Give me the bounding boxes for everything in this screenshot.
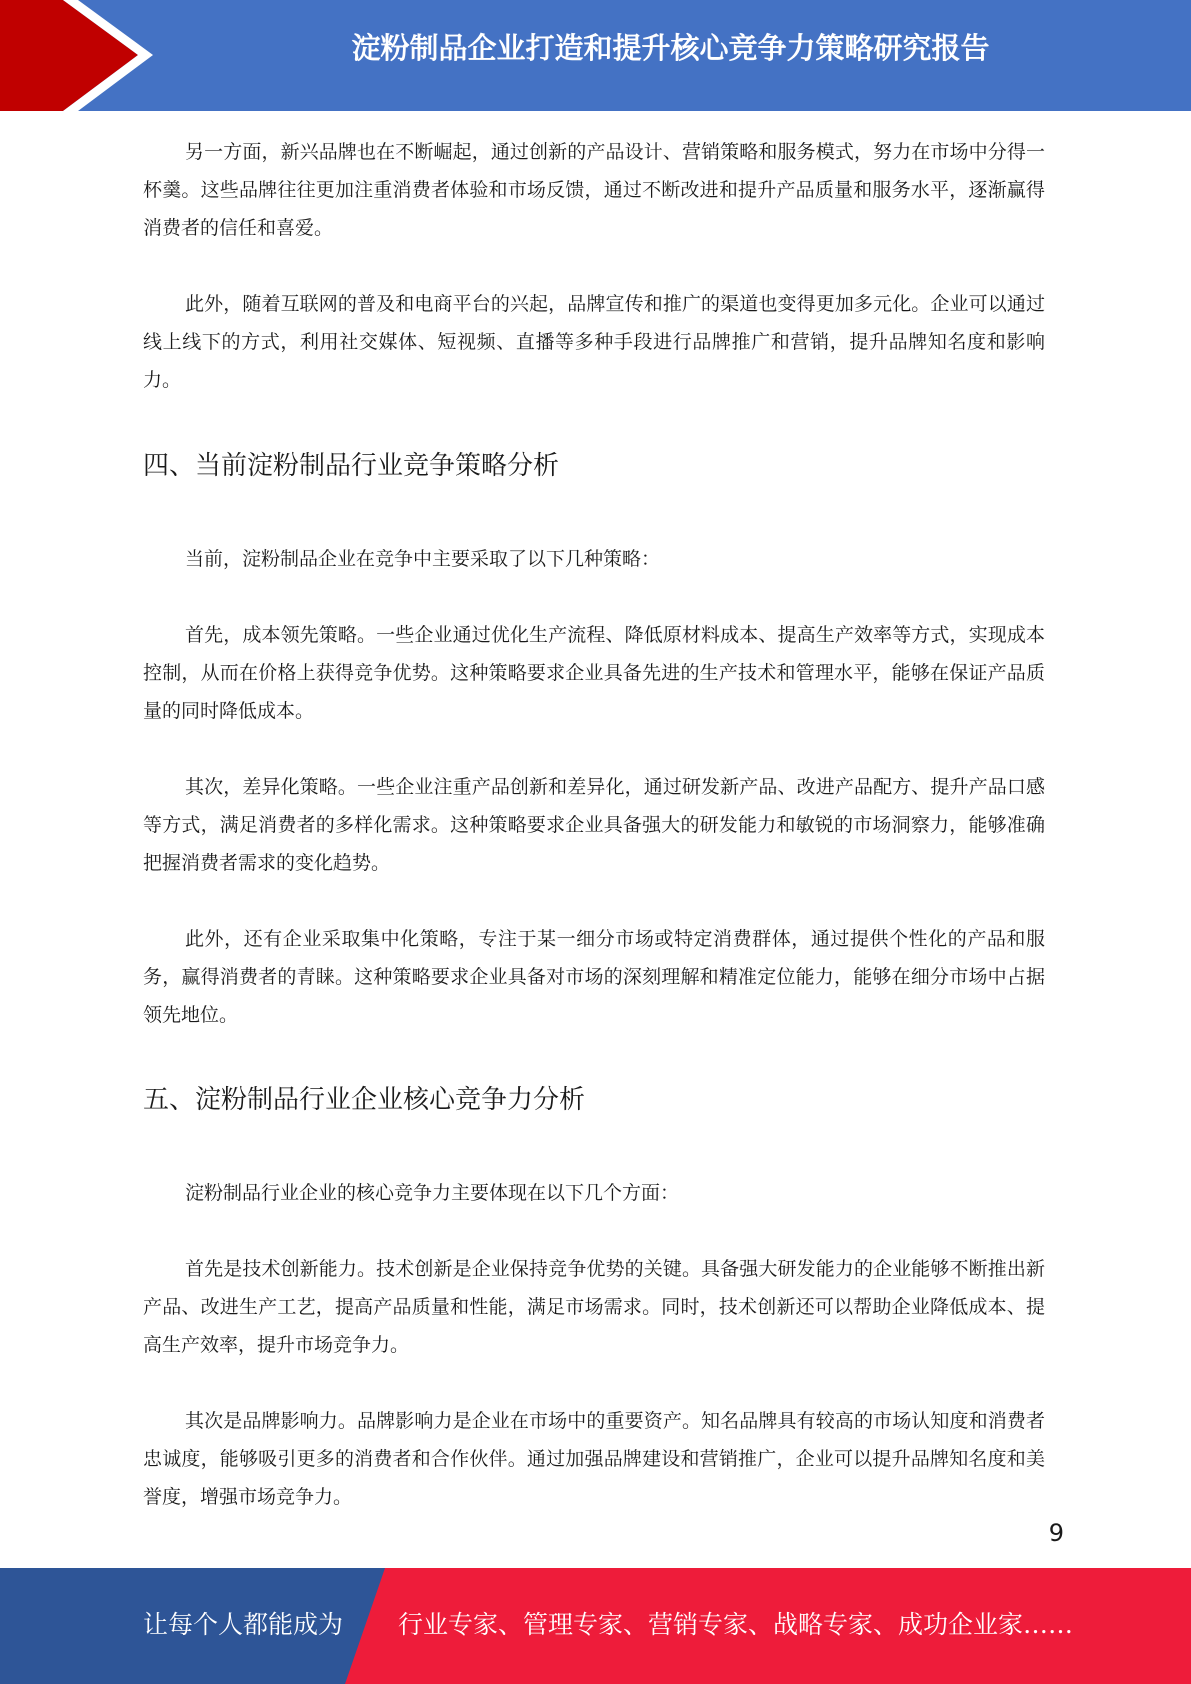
paragraph-brand-influence: 其次是品牌影响力。品牌影响力是企业在市场中的重要资产。知名品牌具有较高的市场认知度和消费者忠诚度，能够吸引更多的消费者和合作伙伴。通过加强品牌建设和营销推广，企业可以提升品牌知名度和美誉度，增强市场竞争力。 — [143, 1410, 1045, 1508]
page-footer — [0, 1568, 1191, 1684]
paragraph-tech-innovation: 首先是技术创新能力。技术创新是企业保持竞争优势的关键。具备强大研发能力的企业能够不断推出新产品、改进生产工艺，提高产品质量和性能，满足市场需求。同时，技术创新还可以帮助企业降低成本、提高生产效率，提升市场竞争力。 — [143, 1258, 1045, 1356]
paragraph-focus-strategy: 此外，还有企业采取集中化策略，专注于某一细分市场或特定消费群体，通过提供个性化的产品和服务，赢得消费者的青睐。这种策略要求企业具备对市场的深刻理解和精准定位能力，能够在细分市场中占据领先地位。 — [143, 928, 1045, 1026]
footer-slogan-right: 行业专家、管理专家、营销专家、战略专家、成功企业家…… — [398, 1610, 1074, 1639]
header-arrow-decoration — [0, 0, 160, 111]
page-header — [0, 0, 1191, 111]
section-heading-5: 五、淀粉制品行业企业核心竞争力分析 — [143, 1085, 586, 1115]
paragraph-strategies-intro: 当前，淀粉制品企业在竞争中主要采取了以下几种策略： — [185, 548, 661, 570]
paragraph-internet-channels: 此外，随着互联网的普及和电商平台的兴起，品牌宣传和推广的渠道也变得更加多元化。企业可以通过线上线下的方式，利用社交媒体、短视频、直播等多种手段进行品牌推广和营销，提升品牌知名度和影响力。 — [143, 293, 1045, 391]
paragraph-new-brands: 另一方面，新兴品牌也在不断崛起，通过创新的产品设计、营销策略和服务模式，努力在市场中分得一杯羹。这些品牌往往更加注重消费者体验和市场反馈，通过不断改进和提升产品质量和服务水平，逐渐赢得消费者的信任和喜爱。 — [143, 141, 1045, 239]
footer-slogan-left: 让每个人都能成为 — [143, 1610, 344, 1639]
paragraph-core-competence-intro: 淀粉制品行业企业的核心竞争力主要体现在以下几个方面： — [185, 1182, 680, 1204]
paragraph-cost-leadership: 首先，成本领先策略。一些企业通过优化生产流程、降低原材料成本、提高生产效率等方式，实现成本控制，从而在价格上获得竞争优势。这种策略要求企业具备先进的生产技术和管理水平，能够在保证产品质量的同时降低成本。 — [143, 624, 1045, 722]
page-number: 9 — [1048, 1519, 1064, 1547]
paragraph-differentiation: 其次，差异化策略。一些企业注重产品创新和差异化，通过研发新产品、改进产品配方、提升产品口感等方式，满足消费者的多样化需求。这种策略要求企业具备强大的研发能力和敏锐的市场洞察力，能够准确把握消费者需求的变化趋势。 — [143, 776, 1045, 874]
report-title: 淀粉制品企业打造和提升核心竞争力策略研究报告 — [351, 31, 990, 65]
section-heading-4: 四、当前淀粉制品行业竞争策略分析 — [143, 451, 560, 481]
